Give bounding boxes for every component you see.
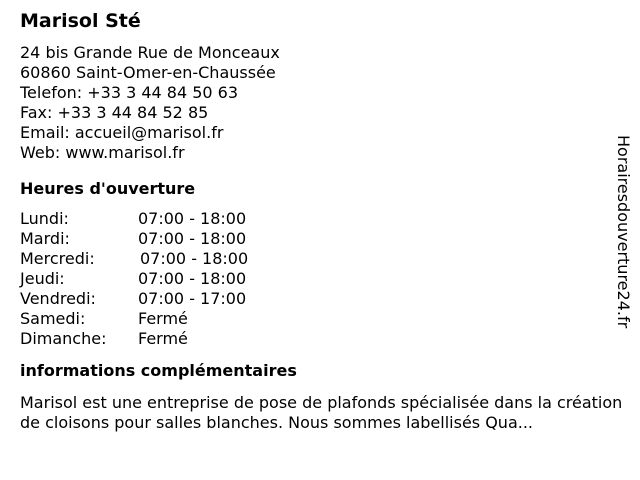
hours-row [20,309,630,329]
hours-day: Mardi: [20,229,70,248]
site-watermark: Horairesdouverture24.fr [614,135,633,329]
email-address: Email: accueil@marisol.fr [20,123,224,142]
info-description: Marisol est une entreprise de pose de plafonds spécialisée dans la création de cloisons pour salles blanches. Nous sommes labellisés Qua... [20,393,623,432]
address-line-2: 60860 Saint-Omer-en-Chaussée [20,63,276,82]
hours-time: 07:00 - 17:00 [138,289,247,308]
hours-day: Jeudi: [20,269,65,288]
opening-hours-table [20,209,630,349]
hours-day: Vendredi: [20,289,96,308]
hours-day: Samedi: [20,309,86,328]
hours-time: Fermé [138,329,188,348]
hours-time: 07:00 - 18:00 [140,249,249,268]
hours-heading: Heures d'ouverture [20,179,196,198]
hours-time: 07:00 - 18:00 [138,269,247,288]
hours-row [20,209,630,229]
hours-time: 07:00 - 18:00 [138,209,247,228]
hours-day: Mercredi: [20,249,95,268]
hours-day: Lundi: [20,209,69,228]
hours-time: 07:00 - 18:00 [138,229,247,248]
fax-number: Fax: +33 3 44 84 52 85 [20,103,209,122]
business-name: Marisol Sté [20,10,141,32]
hours-row [20,269,630,289]
hours-row [20,249,630,269]
hours-row [20,289,630,309]
business-card [20,8,630,433]
address-line-1: 24 bis Grande Rue de Monceaux [20,43,280,62]
website: Web: www.marisol.fr [20,143,185,162]
hours-time: Fermé [138,309,188,328]
contact-block [20,43,630,163]
hours-row [20,329,630,349]
info-heading: informations complémentaires [20,361,297,380]
phone-number: Telefon: +33 3 44 84 50 63 [20,83,239,102]
hours-row [20,229,630,249]
hours-day: Dimanche: [20,329,107,348]
